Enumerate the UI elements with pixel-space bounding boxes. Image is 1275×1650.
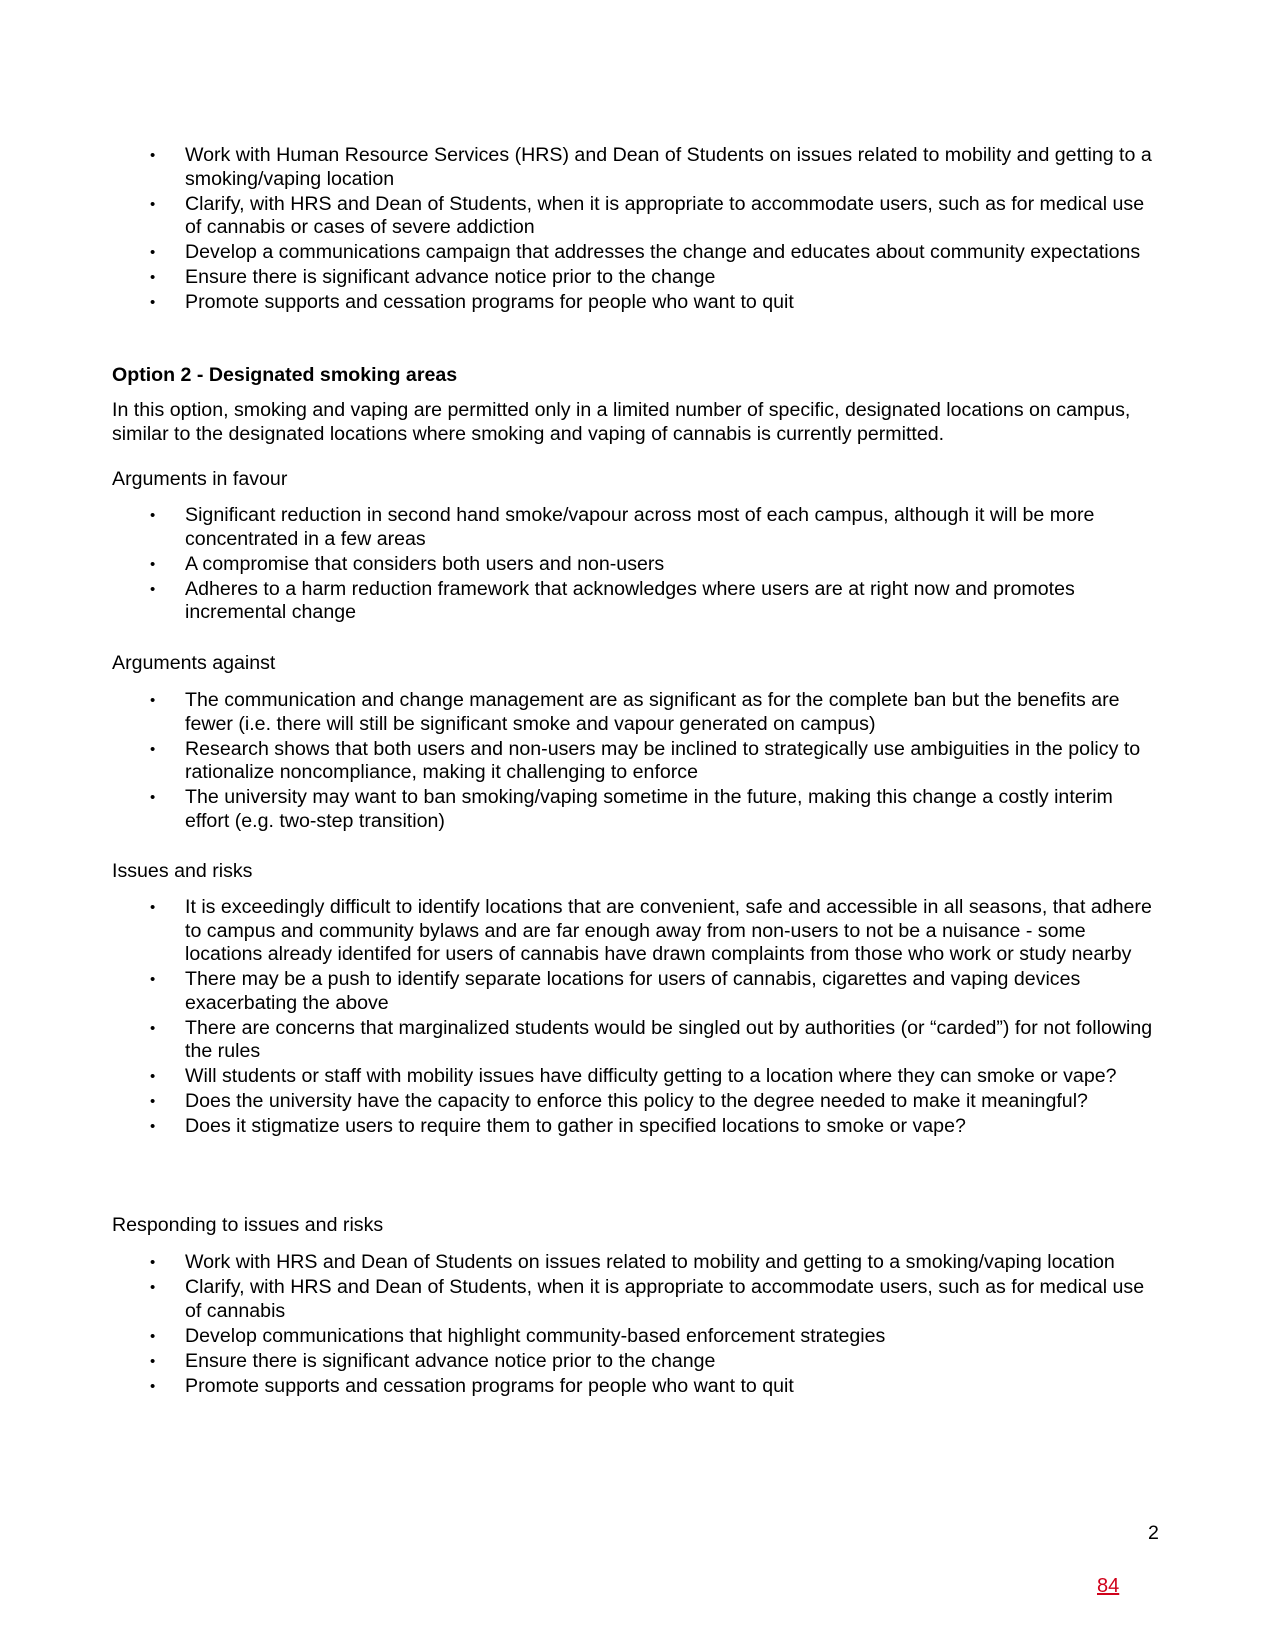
agenda-page-link[interactable]: 84 — [1097, 1575, 1120, 1597]
list-item — [0, 193, 1160, 240]
list-item — [0, 968, 1160, 1015]
issues-and-risks-list — [0, 896, 1275, 1140]
bullet-icon: • — [150, 789, 156, 806]
list-item-text: Develop a communications campaign that addresses the change and educates about community expectations — [185, 241, 1141, 263]
list-item-text: Will students or staff with mobility issues have difficulty getting to a location where they can smoke or vape? — [185, 1065, 1117, 1087]
list-item — [0, 786, 1160, 833]
bullet-icon: • — [150, 555, 156, 573]
bullet-icon: • — [150, 1118, 156, 1135]
list-item — [0, 144, 1160, 191]
list-item — [0, 1350, 1160, 1374]
list-item — [0, 578, 1160, 625]
list-item-text: Promote supports and cessation programs for people who want to quit — [185, 291, 794, 313]
list-item-text: Clarify, with HRS and Dean of Students, when it is appropriate to accommodate users, such as for medical use of cannabis or cases of severe addiction — [185, 192, 1145, 238]
list-item — [0, 1090, 1160, 1114]
list-item — [0, 291, 1160, 315]
list-item — [0, 266, 1160, 290]
list-item-text: Research shows that both users and non-users may be inclined to strategically use ambiguities in the policy to rationalize noncompliance, making it challenging to enforce — [185, 737, 1141, 783]
responding-list-option1 — [0, 144, 1275, 316]
list-item-text: It is exceedingly difficult to identify locations that are convenient, safe and accessible in all seasons, that adhere to campus and community bylaws and are far enough away from non-users to not be a nuisance - some locations already identifed for users of cannabis have drawn complaints from those who work or study nearby — [185, 896, 1152, 965]
list-item-text: There may be a push to identify separate locations for users of cannabis, cigarettes and vaping devices exacerbating the above — [185, 968, 1081, 1014]
bullet-icon: • — [150, 692, 156, 709]
arguments-against-list — [0, 689, 1275, 835]
section-heading-option2: Option 2 - Designated smoking areas — [112, 364, 458, 386]
list-item — [0, 1375, 1160, 1399]
bullet-icon: • — [150, 580, 156, 598]
bullet-icon: • — [150, 1352, 156, 1370]
list-item-text: Adheres to a harm reduction framework that acknowledges where users are at right now and promotes incremental change — [185, 577, 1075, 623]
list-item-text: The communication and change management are as significant as for the complete ban but the benefits are fewer (i.e. there will still be significant smoke and vapour generated on campus) — [185, 689, 1120, 735]
bullet-icon: • — [150, 294, 156, 311]
arguments-in-favour-list — [0, 504, 1275, 626]
bullet-icon: • — [150, 1093, 156, 1110]
option2-intro: In this option, smoking and vaping are permitted only in a limited number of specific, designated locations on campus, similar to the designated locations where smoking and vaping of cannabis is currently permitted. — [112, 399, 1131, 445]
bullet-icon: • — [150, 244, 156, 261]
list-item-text: The university may want to ban smoking/vaping sometime in the future, making this change a costly interim effort (e.g. two-step transition) — [185, 786, 1113, 832]
list-item-text: Ensure there is significant advance notice prior to the change — [185, 266, 716, 288]
list-item-text: There are concerns that marginalized students would be singled out by authorities (or “carded”) for not following the rules — [185, 1016, 1153, 1062]
list-item — [0, 738, 1160, 785]
bullet-icon: • — [150, 1019, 156, 1037]
list-item — [0, 1017, 1160, 1064]
bullet-icon: • — [150, 507, 156, 524]
list-item — [0, 1115, 1160, 1139]
list-item — [0, 553, 1160, 577]
bullet-icon: • — [150, 740, 156, 758]
bullet-icon: • — [150, 1279, 156, 1296]
responding-list — [0, 1251, 1275, 1400]
bullet-icon: • — [150, 1327, 156, 1345]
bullet-icon: • — [150, 195, 156, 213]
list-item — [0, 1065, 1160, 1089]
list-item-text: Develop communications that highlight community-based enforcement strategies — [185, 1324, 886, 1347]
arguments-against-label: Arguments against — [112, 652, 276, 674]
list-item-text: Clarify, with HRS and Dean of Students, when it is appropriate to accommodate users, such as for medical use of cannabis — [185, 1276, 1145, 1322]
list-item-text: Work with HRS and Dean of Students on issues related to mobility and getting to a smoking/vaping location — [185, 1251, 1115, 1273]
list-item-text: Does the university have the capacity to enforce this policy to the degree needed to make it meaningful? — [185, 1090, 1088, 1112]
list-item-text: Significant reduction in second hand smoke/vapour across most of each campus, although it will be more concentrated in a few areas — [185, 504, 1095, 550]
list-item-text: Ensure there is significant advance notice prior to the change — [185, 1349, 716, 1372]
list-item — [0, 689, 1160, 736]
bullet-icon: • — [150, 1377, 156, 1395]
arguments-in-favour-label: Arguments in favour — [112, 468, 288, 490]
issues-and-risks-label: Issues and risks — [112, 860, 253, 882]
list-item — [0, 896, 1160, 967]
list-item — [0, 504, 1160, 551]
list-item — [0, 1251, 1160, 1275]
list-item — [0, 1325, 1160, 1349]
bullet-icon: • — [150, 971, 156, 988]
list-item-text: Promote supports and cessation programs for people who want to quit — [185, 1374, 794, 1397]
bullet-icon: • — [150, 1068, 156, 1085]
bullet-icon: • — [150, 147, 156, 164]
list-item — [0, 1276, 1160, 1323]
list-item-text: Does it stigmatize users to require them to gather in specified locations to smoke or vape? — [185, 1115, 966, 1137]
responding-label: Responding to issues and risks — [112, 1214, 384, 1236]
list-item — [0, 241, 1160, 265]
list-item-text: Work with Human Resource Services (HRS) and Dean of Students on issues related to mobility and getting to a smoking/vaping location — [185, 144, 1152, 190]
page-number: 2 — [1148, 1522, 1159, 1544]
bullet-icon: • — [150, 899, 156, 916]
bullet-icon: • — [150, 269, 156, 286]
list-item-text: A compromise that considers both users and non-users — [185, 552, 665, 575]
bullet-icon: • — [150, 1254, 156, 1271]
